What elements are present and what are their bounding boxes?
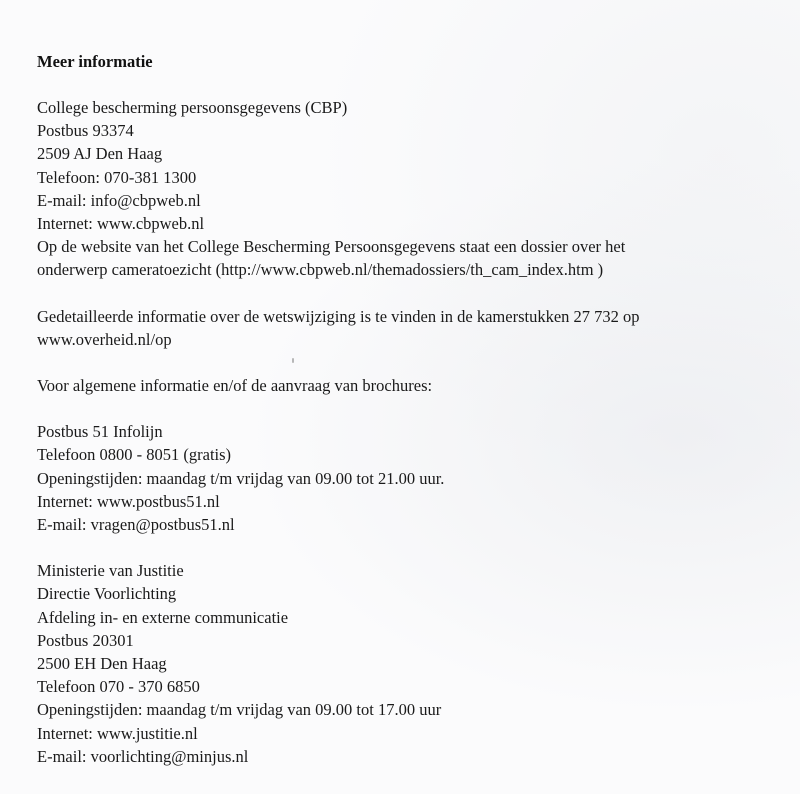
justitie-directorate: Directie Voorlichting: [37, 584, 177, 604]
algemeen-block: [37, 374, 777, 397]
cbp-organisation: College bescherming persoonsgegevens (CBP): [37, 98, 348, 117]
postbus51-email: E-mail: vragen@postbus51.nl: [37, 515, 235, 535]
cbp-block: [37, 96, 777, 282]
cbp-postcode-city: 2509 AJ Den Haag: [37, 144, 163, 164]
cbp-telephone: Telefoon: 070-381 1300: [37, 167, 197, 187]
justitie-postbus: Postbus 20301: [37, 630, 134, 650]
justitie-opening-hours: Openingstijden: maandag t/m vrijdag van 09.00 tot 17.00 uur: [37, 700, 442, 720]
document-content: [37, 50, 777, 791]
justitie-ministry: Ministerie van Justitie: [37, 561, 184, 581]
justitie-email: E-mail: voorlichting@minjus.nl: [37, 746, 249, 766]
cbp-website-note-line-1: Op de website van het College Bescherming Persoonsgegevens staat een dossier over het: [37, 237, 626, 257]
justitie-block: [37, 559, 777, 768]
postbus51-telephone: Telefoon 0800 - 8051 (gratis): [37, 445, 232, 465]
cbp-website-note-line-2: onderwerp cameratoezicht (http://www.cbpweb.nl/themadossiers/th_cam_index.htm ): [37, 260, 604, 280]
wetswijziging-block: [37, 305, 777, 351]
justitie-telephone: Telefoon 070 - 370 6850: [37, 677, 200, 697]
algemeen-intro: Voor algemene informatie en/of de aanvraag van brochures:: [37, 376, 433, 396]
postbus51-internet: Internet: www.postbus51.nl: [37, 491, 220, 511]
justitie-postcode-city: 2500 EH Den Haag: [37, 654, 167, 674]
section-heading: Meer informatie: [37, 52, 153, 71]
wetswijziging-line-1: Gedetailleerde informatie over de wetswijziging is te vinden in de kamerstukken 27 732 op: [37, 306, 640, 326]
postbus51-opening-hours: Openingstijden: maandag t/m vrijdag van 09.00 tot 21.00 uur.: [37, 468, 445, 488]
postbus51-block: [37, 420, 777, 536]
cbp-email: E-mail: info@cbpweb.nl: [37, 190, 201, 210]
wetswijziging-line-2: www.overheid.nl/op: [37, 329, 172, 349]
justitie-internet: Internet: www.justitie.nl: [37, 723, 198, 743]
justitie-department: Afdeling in- en externe communicatie: [37, 607, 289, 627]
cbp-postbus: Postbus 93374: [37, 121, 134, 141]
cbp-internet: Internet: www.cbpweb.nl: [37, 214, 205, 234]
postbus51-name: Postbus 51 Infolijn: [37, 422, 163, 442]
